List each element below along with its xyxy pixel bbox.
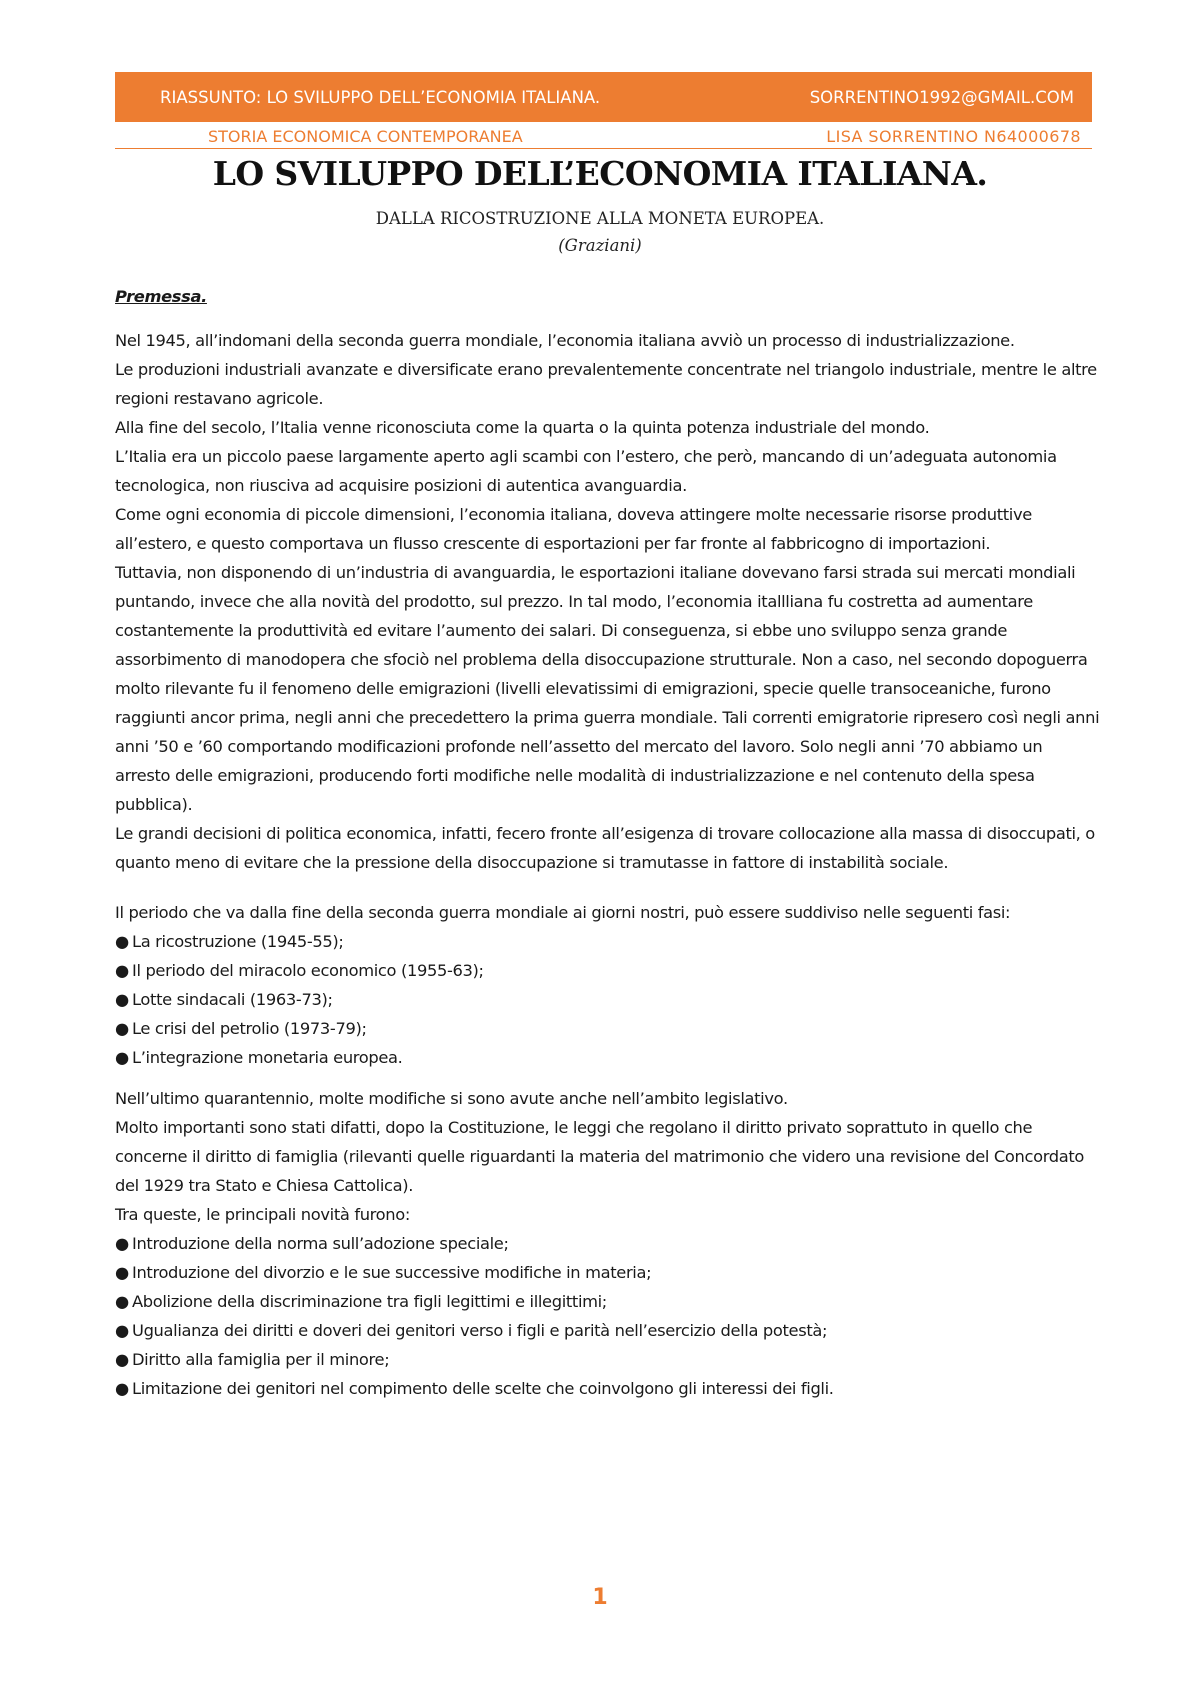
novelties-list bbox=[115, 1229, 1100, 1403]
document-title: LO SVILUPPO DELL’ECONOMIA ITALIANA. bbox=[212, 154, 988, 193]
bullet-icon: ● bbox=[115, 1321, 129, 1340]
page-number: 1 bbox=[592, 1585, 608, 1610]
bullet-icon: ● bbox=[115, 1263, 129, 1282]
header-summary-title: RIASSUNTO: LO SVILUPPO DELL’ECONOMIA ITALIANA. bbox=[160, 87, 601, 107]
document-subtitle: DALLA RICOSTRUZIONE ALLA MONETA EUROPEA. bbox=[375, 209, 825, 228]
list-item: ● Ugualianza dei diritti e doveri dei genitori verso i figli e parità nell’esercizio della potestà; bbox=[115, 1316, 1100, 1345]
bullet-icon: ● bbox=[115, 990, 129, 1009]
list-item: ● La ricostruzione (1945-55); bbox=[115, 927, 1100, 956]
bullet-icon: ● bbox=[115, 1350, 129, 1369]
subheader-course: STORIA ECONOMICA CONTEMPORANEA bbox=[208, 127, 523, 146]
subheader bbox=[115, 124, 1092, 149]
subheader-student: LISA SORRENTINO N64000678 bbox=[826, 127, 1081, 146]
phases-list bbox=[115, 927, 1100, 1072]
paragraph: Le grandi decisioni di politica economica, infatti, fecero fronte all’esigenza di trovare collocazione alla massa di disoccupati, o quanto meno di evitare che la pressione della disoccupazione si tramutasse in fattore di instabilità sociale. bbox=[115, 824, 1095, 872]
paragraph: Tra queste, le principali novità furono: bbox=[115, 1205, 410, 1224]
section-title: Premessa. bbox=[115, 287, 207, 306]
header-bar bbox=[115, 72, 1092, 122]
list-item: ● Lotte sindacali (1963-73); bbox=[115, 985, 1100, 1014]
bullet-icon: ● bbox=[115, 961, 129, 980]
bullet-icon: ● bbox=[115, 1292, 129, 1311]
list-item: ● Introduzione della norma sull’adozione speciale; bbox=[115, 1229, 1100, 1258]
list-item: ● Le crisi del petrolio (1973-79); bbox=[115, 1014, 1100, 1043]
bullet-icon: ● bbox=[115, 1019, 129, 1038]
list-item: ● Diritto alla famiglia per il minore; bbox=[115, 1345, 1100, 1374]
paragraph: Alla fine del secolo, l’Italia venne riconosciuta come la quarta o la quinta potenza industriale del mondo. bbox=[115, 418, 930, 437]
document-body bbox=[115, 282, 1100, 1403]
paragraph: Come ogni economia di piccole dimensioni, l’economia italiana, doveva attingere molte necessarie risorse produttive all’estero, e questo comportava un flusso crescente di esportazioni per far fronte al fabbricogno di importazioni. bbox=[115, 505, 1032, 553]
document-author: (Graziani) bbox=[558, 236, 642, 255]
paragraph: Le produzioni industriali avanzate e diversificate erano prevalentemente concentrate nel triangolo industriale, mentre le altre regioni restavano agricole. bbox=[115, 360, 1097, 408]
list-item: ● Abolizione della discriminazione tra figli legittimi e illegittimi; bbox=[115, 1287, 1100, 1316]
bullet-icon: ● bbox=[115, 1048, 129, 1067]
phases-intro: Il periodo che va dalla fine della seconda guerra mondiale ai giorni nostri, può essere suddiviso nelle seguenti fasi: bbox=[115, 903, 1011, 922]
paragraph: Tuttavia, non disponendo di un’industria di avanguardia, le esportazioni italiane dovevano farsi strada sui mercati mondiali puntando, invece che alla novità del prodotto, sul prezzo. In tal modo, l’economia itallliana fu costretta ad aumentare costantemente la produttività ed evitare l’aumento dei salari. Di conseguenza, si ebbe uno sviluppo senza grande assorbimento di manodopera che sfociò nel problema della disoccupazione strutturale. Non a caso, nel secondo dopoguerra molto rilevante fu il fenomeno delle emigrazioni (livelli elevatissimi di emigrazioni, specie quelle transoceaniche, furono raggiunti ancor prima, negli anni che precedettero la prima guerra mondiale. Tali correnti emigratorie ripresero così negli anni anni ’50 e ’60 comportando modificazioni profonde nell’assetto del mercato del lavoro. Solo negli anni ’70 abbiamo un arresto delle emigrazioni, producendo forti modifiche nelle modalità di industrializzazione e nel contenuto della spesa pubblica). bbox=[115, 563, 1100, 814]
list-item: ● Introduzione del divorzio e le sue successive modifiche in materia; bbox=[115, 1258, 1100, 1287]
paragraph: Molto importanti sono stati difatti, dopo la Costituzione, le leggi che regolano il diritto privato soprattuto in quello che concerne il diritto di famiglia (rilevanti quelle riguardanti la materia del matrimonio che videro una revisione del Concordato del 1929 tra Stato e Chiesa Cattolica). bbox=[115, 1118, 1085, 1195]
paragraph: Nel 1945, all’indomani della seconda guerra mondiale, l’economia italiana avviò un processo di industrializzazione. bbox=[115, 331, 1015, 350]
paragraph: Nell’ultimo quarantennio, molte modifiche si sono avute anche nell’ambito legislativo. bbox=[115, 1089, 788, 1108]
list-item: ● Limitazione dei genitori nel compimento delle scelte che coinvolgono gli interessi dei figli. bbox=[115, 1374, 1100, 1403]
bullet-icon: ● bbox=[115, 932, 129, 951]
bullet-icon: ● bbox=[115, 1379, 129, 1398]
header-email: SORRENTINO1992@GMAIL.COM bbox=[809, 87, 1074, 107]
list-item: ● Il periodo del miracolo economico (1955-63); bbox=[115, 956, 1100, 985]
paragraph: L’Italia era un piccolo paese largamente aperto agli scambi con l’estero, che però, mancando di un’adeguata autonomia tecnologica, non riusciva ad acquisire posizioni di autentica avanguardia. bbox=[115, 447, 1057, 495]
bullet-icon: ● bbox=[115, 1234, 129, 1253]
list-item: ● L’integrazione monetaria europea. bbox=[115, 1043, 1100, 1072]
